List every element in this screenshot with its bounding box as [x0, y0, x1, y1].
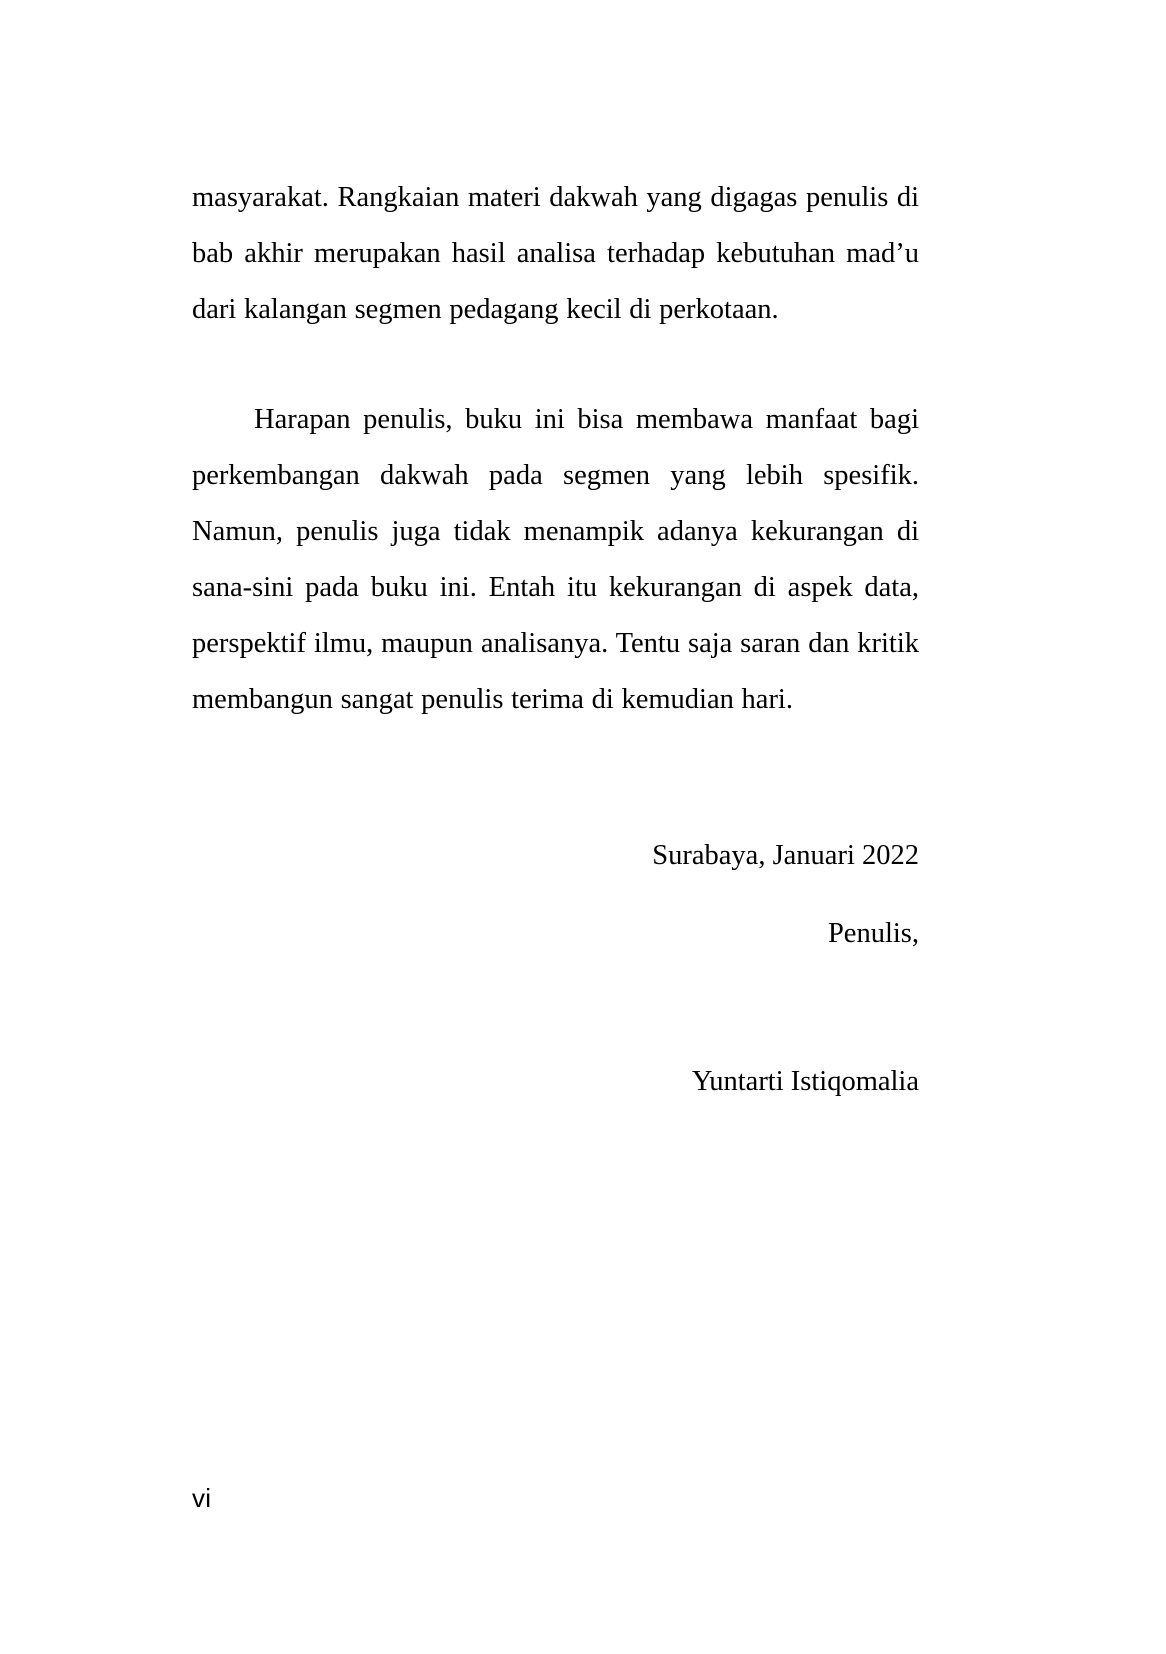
paragraph-continuation: masyarakat. Rangkaian materi dakwah yang digagas penulis di bab akhir merupakan hasil analisa terhadap kebutuhan mad’u dari kalangan segmen pedagang kecil di perkotaan. — [192, 182, 919, 325]
closing-place-date: Surabaya, Januari 2022 — [652, 840, 919, 871]
closing-signer-role: Penulis, — [827, 918, 919, 949]
closing-signer-name: Yuntarti Istiqomalia — [691, 1066, 919, 1097]
paragraph-harapan: Harapan penulis, buku ini bisa membawa manfaat bagi perkembangan dakwah pada segmen yang lebih spesifik. Namun, penulis juga tidak menampik adanya kekurangan di sana-sini pada buku ini. Entah itu kekurangan di aspek data, perspektif ilmu, maupun analisanya. Tentu saja saran dan kritik membangun sangat penulis terima di kemudian hari. — [192, 404, 919, 715]
page-number-folio: vi — [192, 1483, 212, 1513]
closing-signature-block — [192, 828, 919, 1110]
body-text-column — [192, 170, 919, 728]
signature-space — [192, 962, 919, 1054]
